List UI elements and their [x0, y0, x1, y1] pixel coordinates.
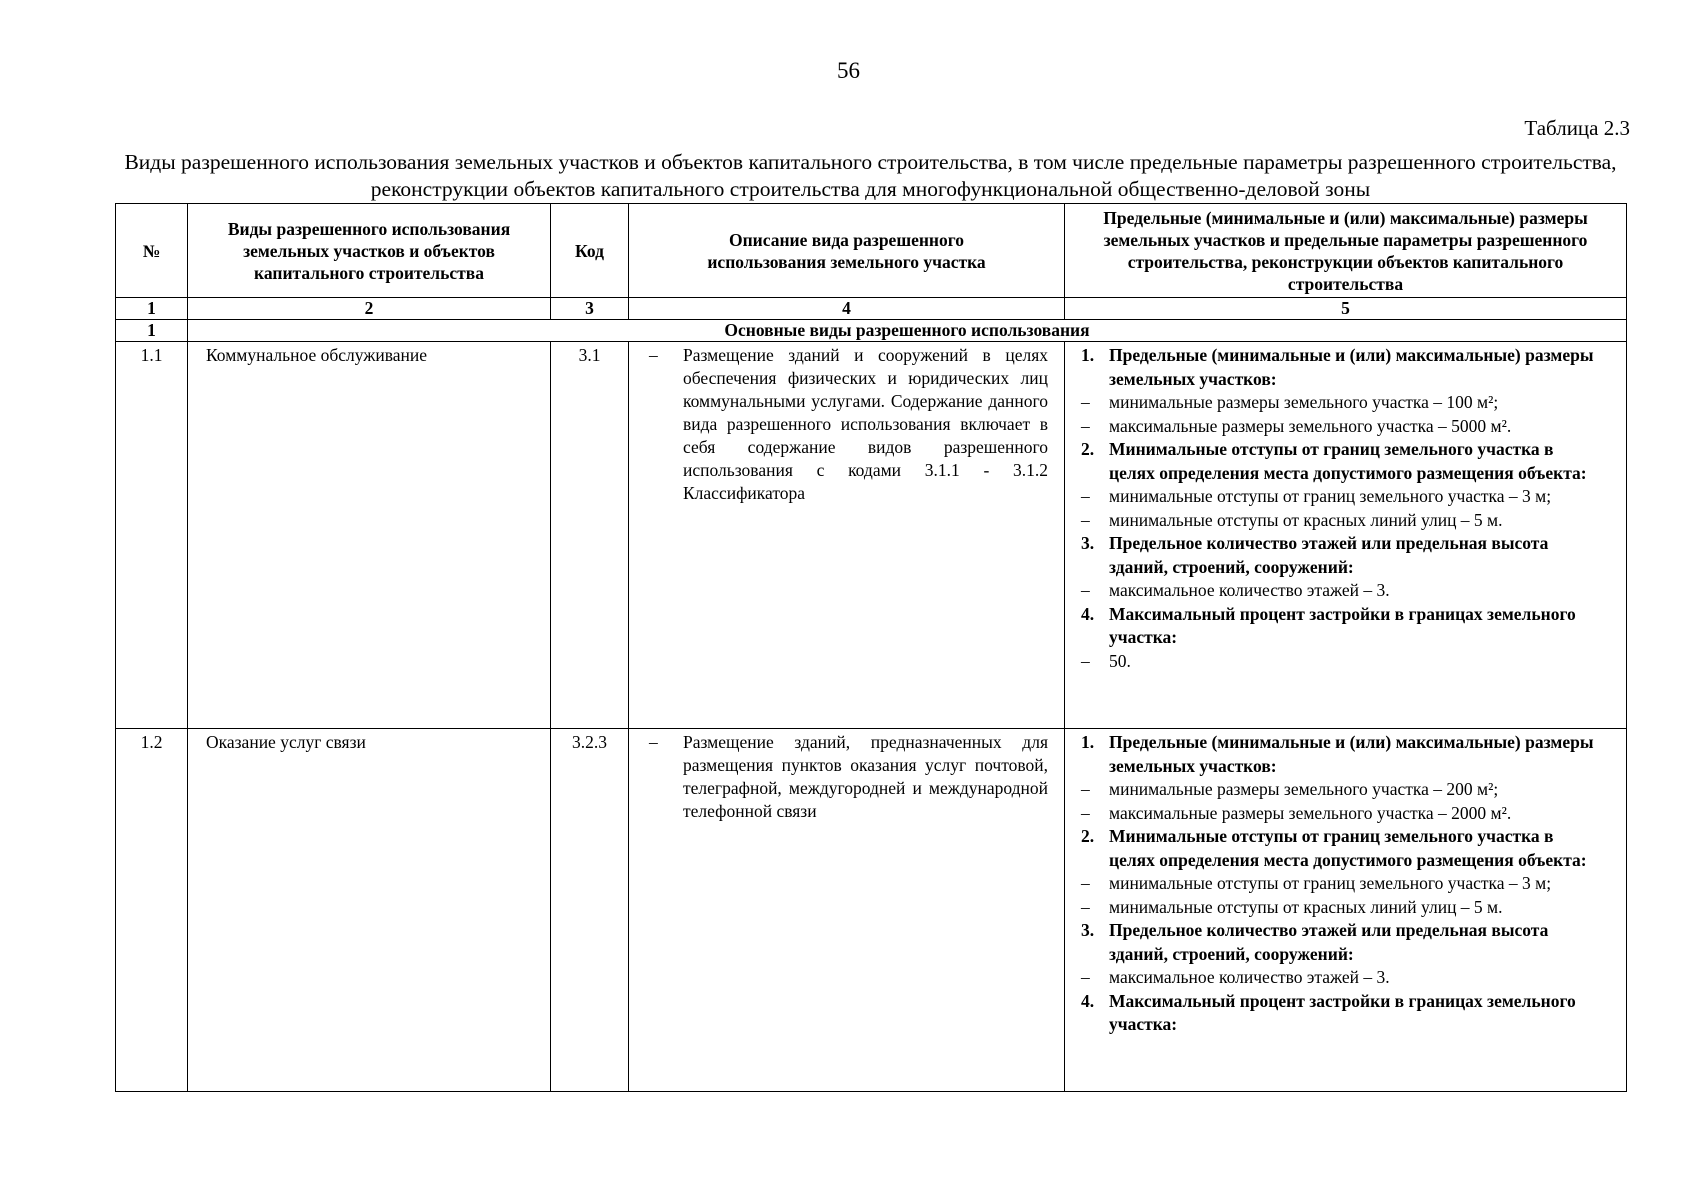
use-type-description: Размещение зданий и сооружений в целях обеспечения физических и юридических лиц коммунальными услугами. Содержание данного вида разрешенного использования включает в себя содержание видов разрешенного использования с кодами 3.1.1 - 3.1.2 Классификатора	[683, 345, 1048, 503]
param-marker: –	[1081, 486, 1090, 506]
header-description: Описание вида разрешенного использования земельного участка	[629, 204, 1065, 298]
description-cell	[629, 729, 1065, 1092]
param-text: Максимальный процент застройки в границах земельного участка:	[1109, 990, 1576, 1034]
param-text: 50.	[1109, 650, 1131, 671]
param-item	[1081, 579, 1596, 603]
param-text: минимальные отступы от границ земельного участка – 3 м;	[1109, 486, 1552, 506]
param-text: Предельное количество этажей или предельная высота зданий, строений, сооружений:	[1109, 533, 1549, 577]
param-marker: 1.	[1081, 345, 1095, 365]
param-item	[1081, 344, 1596, 391]
dash-marker: –	[649, 345, 658, 365]
column-number: 5	[1065, 298, 1627, 320]
row-number: 1.1	[116, 342, 188, 729]
column-number: 2	[188, 298, 551, 320]
use-type-code: 3.1	[551, 342, 629, 729]
params-cell	[1065, 729, 1627, 1092]
param-text: максимальные размеры земельного участка – 2000 м².	[1109, 802, 1512, 823]
param-text: Минимальные отступы от границ земельного участка в целях определения места допустимого размещения объекта:	[1109, 439, 1587, 483]
table-caption: Виды разрешенного использования земельных участков и объектов капитального строительства, в том числе предельные параметры разрешенного строительства, реконструкции объектов капитального строительства для многофункциональной общественно-деловой зоны	[124, 150, 1617, 201]
param-text: минимальные отступы от красных линий улиц – 5 м.	[1109, 896, 1503, 917]
param-marker: –	[1081, 415, 1090, 436]
param-item	[1081, 919, 1596, 966]
param-item	[1081, 532, 1596, 579]
param-text: Минимальные отступы от границ земельного участка в целях определения места допустимого размещения объекта:	[1109, 826, 1587, 870]
description-cell	[629, 342, 1065, 729]
param-item	[1081, 802, 1596, 826]
param-marker: 4.	[1081, 990, 1095, 1011]
use-type-code: 3.2.3	[551, 729, 629, 1092]
param-item	[1081, 966, 1596, 990]
param-item	[1081, 391, 1596, 415]
param-marker: –	[1081, 896, 1090, 917]
param-marker: –	[1081, 392, 1090, 412]
params-list	[1065, 342, 1626, 673]
param-marker: 3.	[1081, 920, 1095, 940]
param-marker: –	[1081, 509, 1090, 530]
param-text: максимальное количество этажей – 3.	[1109, 967, 1390, 987]
param-marker: 2.	[1081, 439, 1095, 459]
param-item	[1081, 603, 1596, 650]
land-use-table	[115, 203, 1627, 1092]
param-text: Предельные (минимальные и (или) максимальные) размеры земельных участков:	[1109, 345, 1594, 389]
param-text: максимальное количество этажей – 3.	[1109, 580, 1390, 600]
header-code: Код	[551, 204, 629, 298]
dash-marker: –	[649, 732, 658, 752]
param-item	[1081, 731, 1596, 778]
param-item	[1081, 415, 1596, 439]
param-item	[1081, 485, 1596, 509]
param-text: минимальные размеры земельного участка – 200 м²;	[1109, 779, 1499, 799]
section-number: 1	[116, 320, 188, 342]
param-item	[1081, 825, 1596, 872]
param-item	[1081, 896, 1596, 920]
param-marker: –	[1081, 779, 1090, 799]
header-params: Предельные (минимальные и (или) максимальные) размеры земельных участков и предельные параметры разрешенного строительства, реконструкции объектов капитального строительства	[1065, 204, 1627, 298]
header-num: №	[116, 204, 188, 298]
param-marker: 3.	[1081, 533, 1095, 553]
param-text: Максимальный процент застройки в границах земельного участка:	[1109, 603, 1576, 647]
param-marker: 1.	[1081, 732, 1095, 752]
section-row	[116, 320, 1627, 342]
param-item	[1081, 990, 1596, 1037]
table-row	[116, 342, 1627, 729]
param-marker: –	[1081, 802, 1090, 823]
param-text: Предельные (минимальные и (или) максимальные) размеры земельных участков:	[1109, 732, 1594, 776]
param-marker: –	[1081, 873, 1090, 893]
column-number: 1	[116, 298, 188, 320]
param-text: минимальные отступы от границ земельного участка – 3 м;	[1109, 873, 1552, 893]
column-number-row	[116, 298, 1627, 320]
use-type-name: Оказание услуг связи	[188, 729, 551, 1092]
param-item	[1081, 872, 1596, 896]
table-label: Таблица 2.3	[1524, 116, 1630, 140]
param-item	[1081, 778, 1596, 802]
param-marker: –	[1081, 967, 1090, 987]
column-number: 4	[629, 298, 1065, 320]
use-type-name: Коммунальное обслуживание	[188, 342, 551, 729]
params-cell	[1065, 342, 1627, 729]
param-item	[1081, 509, 1596, 533]
param-text: минимальные размеры земельного участка – 100 м²;	[1109, 392, 1499, 412]
param-text: минимальные отступы от красных линий улиц – 5 м.	[1109, 509, 1503, 530]
param-item	[1081, 438, 1596, 485]
use-type-description: Размещение зданий, предназначенных для размещения пунктов оказания услуг почтовой, телеграфной, междугородней и международной телефонной связи	[683, 732, 1048, 821]
column-number: 3	[551, 298, 629, 320]
params-list	[1065, 729, 1626, 1037]
header-name: Виды разрешенного использования земельных участков и объектов капитального строительства	[188, 204, 551, 298]
table-row	[116, 729, 1627, 1092]
param-marker: 4.	[1081, 603, 1095, 624]
param-marker: 2.	[1081, 826, 1095, 846]
row-number: 1.2	[116, 729, 188, 1092]
section-title: Основные виды разрешенного использования	[188, 320, 1627, 342]
param-text: Предельное количество этажей или предельная высота зданий, строений, сооружений:	[1109, 920, 1549, 964]
param-marker: –	[1081, 580, 1090, 600]
header-row	[116, 204, 1627, 298]
page-number: 56	[837, 58, 860, 83]
param-text: максимальные размеры земельного участка – 5000 м².	[1109, 415, 1512, 436]
param-marker: –	[1081, 650, 1090, 671]
param-item	[1081, 650, 1596, 674]
